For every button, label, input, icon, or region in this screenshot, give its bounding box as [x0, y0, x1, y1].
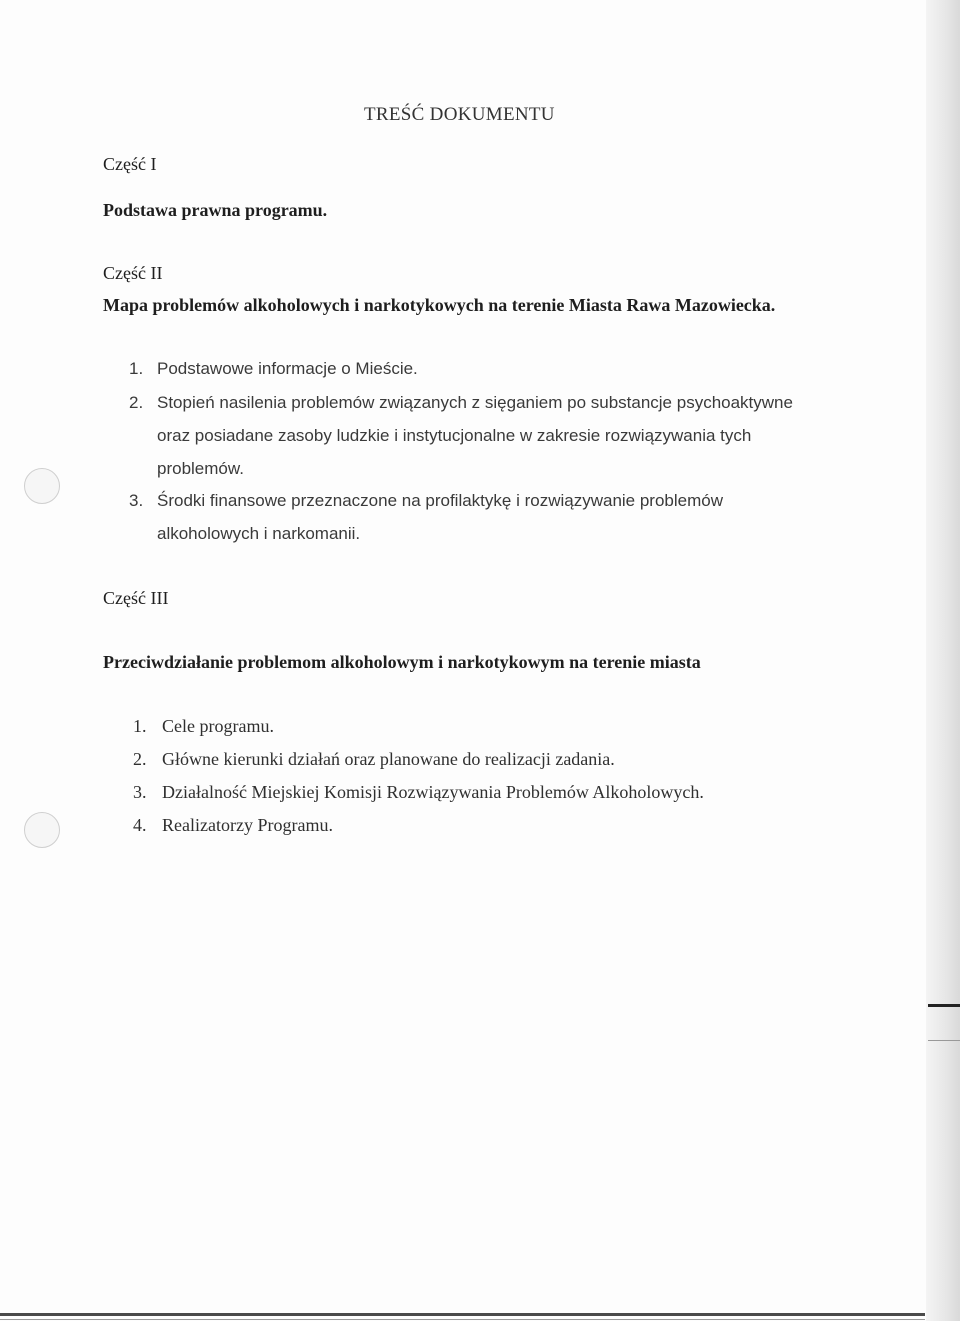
list-item-text: Stopień nasilenia problemów związanych z sięganiem po substancje psychoaktywne [157, 393, 793, 412]
list-item-text: Działalność Miejskiej Komisji Rozwiązywania Problemów Alkoholowych. [162, 782, 704, 802]
part-2-heading: Część II [103, 263, 163, 283]
punch-hole [24, 468, 60, 504]
list-item-number: 1. [129, 359, 144, 378]
list-item-text: Realizatorzy Programu. [162, 815, 333, 835]
part-1-subtitle: Podstawa prawna programu. [103, 200, 328, 220]
list-item-number: 2. [129, 393, 144, 412]
list-item-text: Cele programu. [162, 716, 274, 736]
list-item-text: problemów. [157, 459, 244, 478]
bottom-edge-line [0, 1313, 925, 1316]
page-edge-shadow [926, 0, 960, 1321]
edge-mark [928, 1040, 960, 1041]
part-3-subtitle: Przeciwdziałanie problemom alkoholowym i narkotykowym na terenie miasta [103, 652, 701, 672]
list-item-number: 3. [133, 782, 147, 802]
part-1-heading: Część I [103, 154, 157, 174]
list-item-number: 3. [129, 491, 144, 510]
list-item-number: 2. [133, 749, 147, 769]
list-item-text: Główne kierunki działań oraz planowane do realizacji zadania. [162, 749, 615, 769]
list-item-text: Środki finansowe przeznaczone na profilaktykę i rozwiązywanie problemów [157, 491, 723, 510]
list-item-text: oraz posiadane zasoby ludzkie i instytucjonalne w zakresie rozwiązywania tych [157, 426, 752, 445]
list-item-text: alkoholowych i narkomanii. [157, 524, 361, 543]
document-title: TREŚĆ DOKUMENTU [364, 104, 555, 125]
list-item-number: 1. [133, 716, 147, 736]
part-3-heading: Część III [103, 588, 169, 608]
punch-hole [24, 812, 60, 848]
edge-mark [928, 1004, 960, 1007]
list-item-text: Podstawowe informacje o Mieście. [157, 359, 418, 378]
part-2-subtitle: Mapa problemów alkoholowych i narkotykowych na terenie Miasta Rawa Mazowiecka. [103, 295, 776, 315]
bottom-edge-line [0, 1319, 925, 1320]
list-item-number: 4. [133, 815, 147, 835]
